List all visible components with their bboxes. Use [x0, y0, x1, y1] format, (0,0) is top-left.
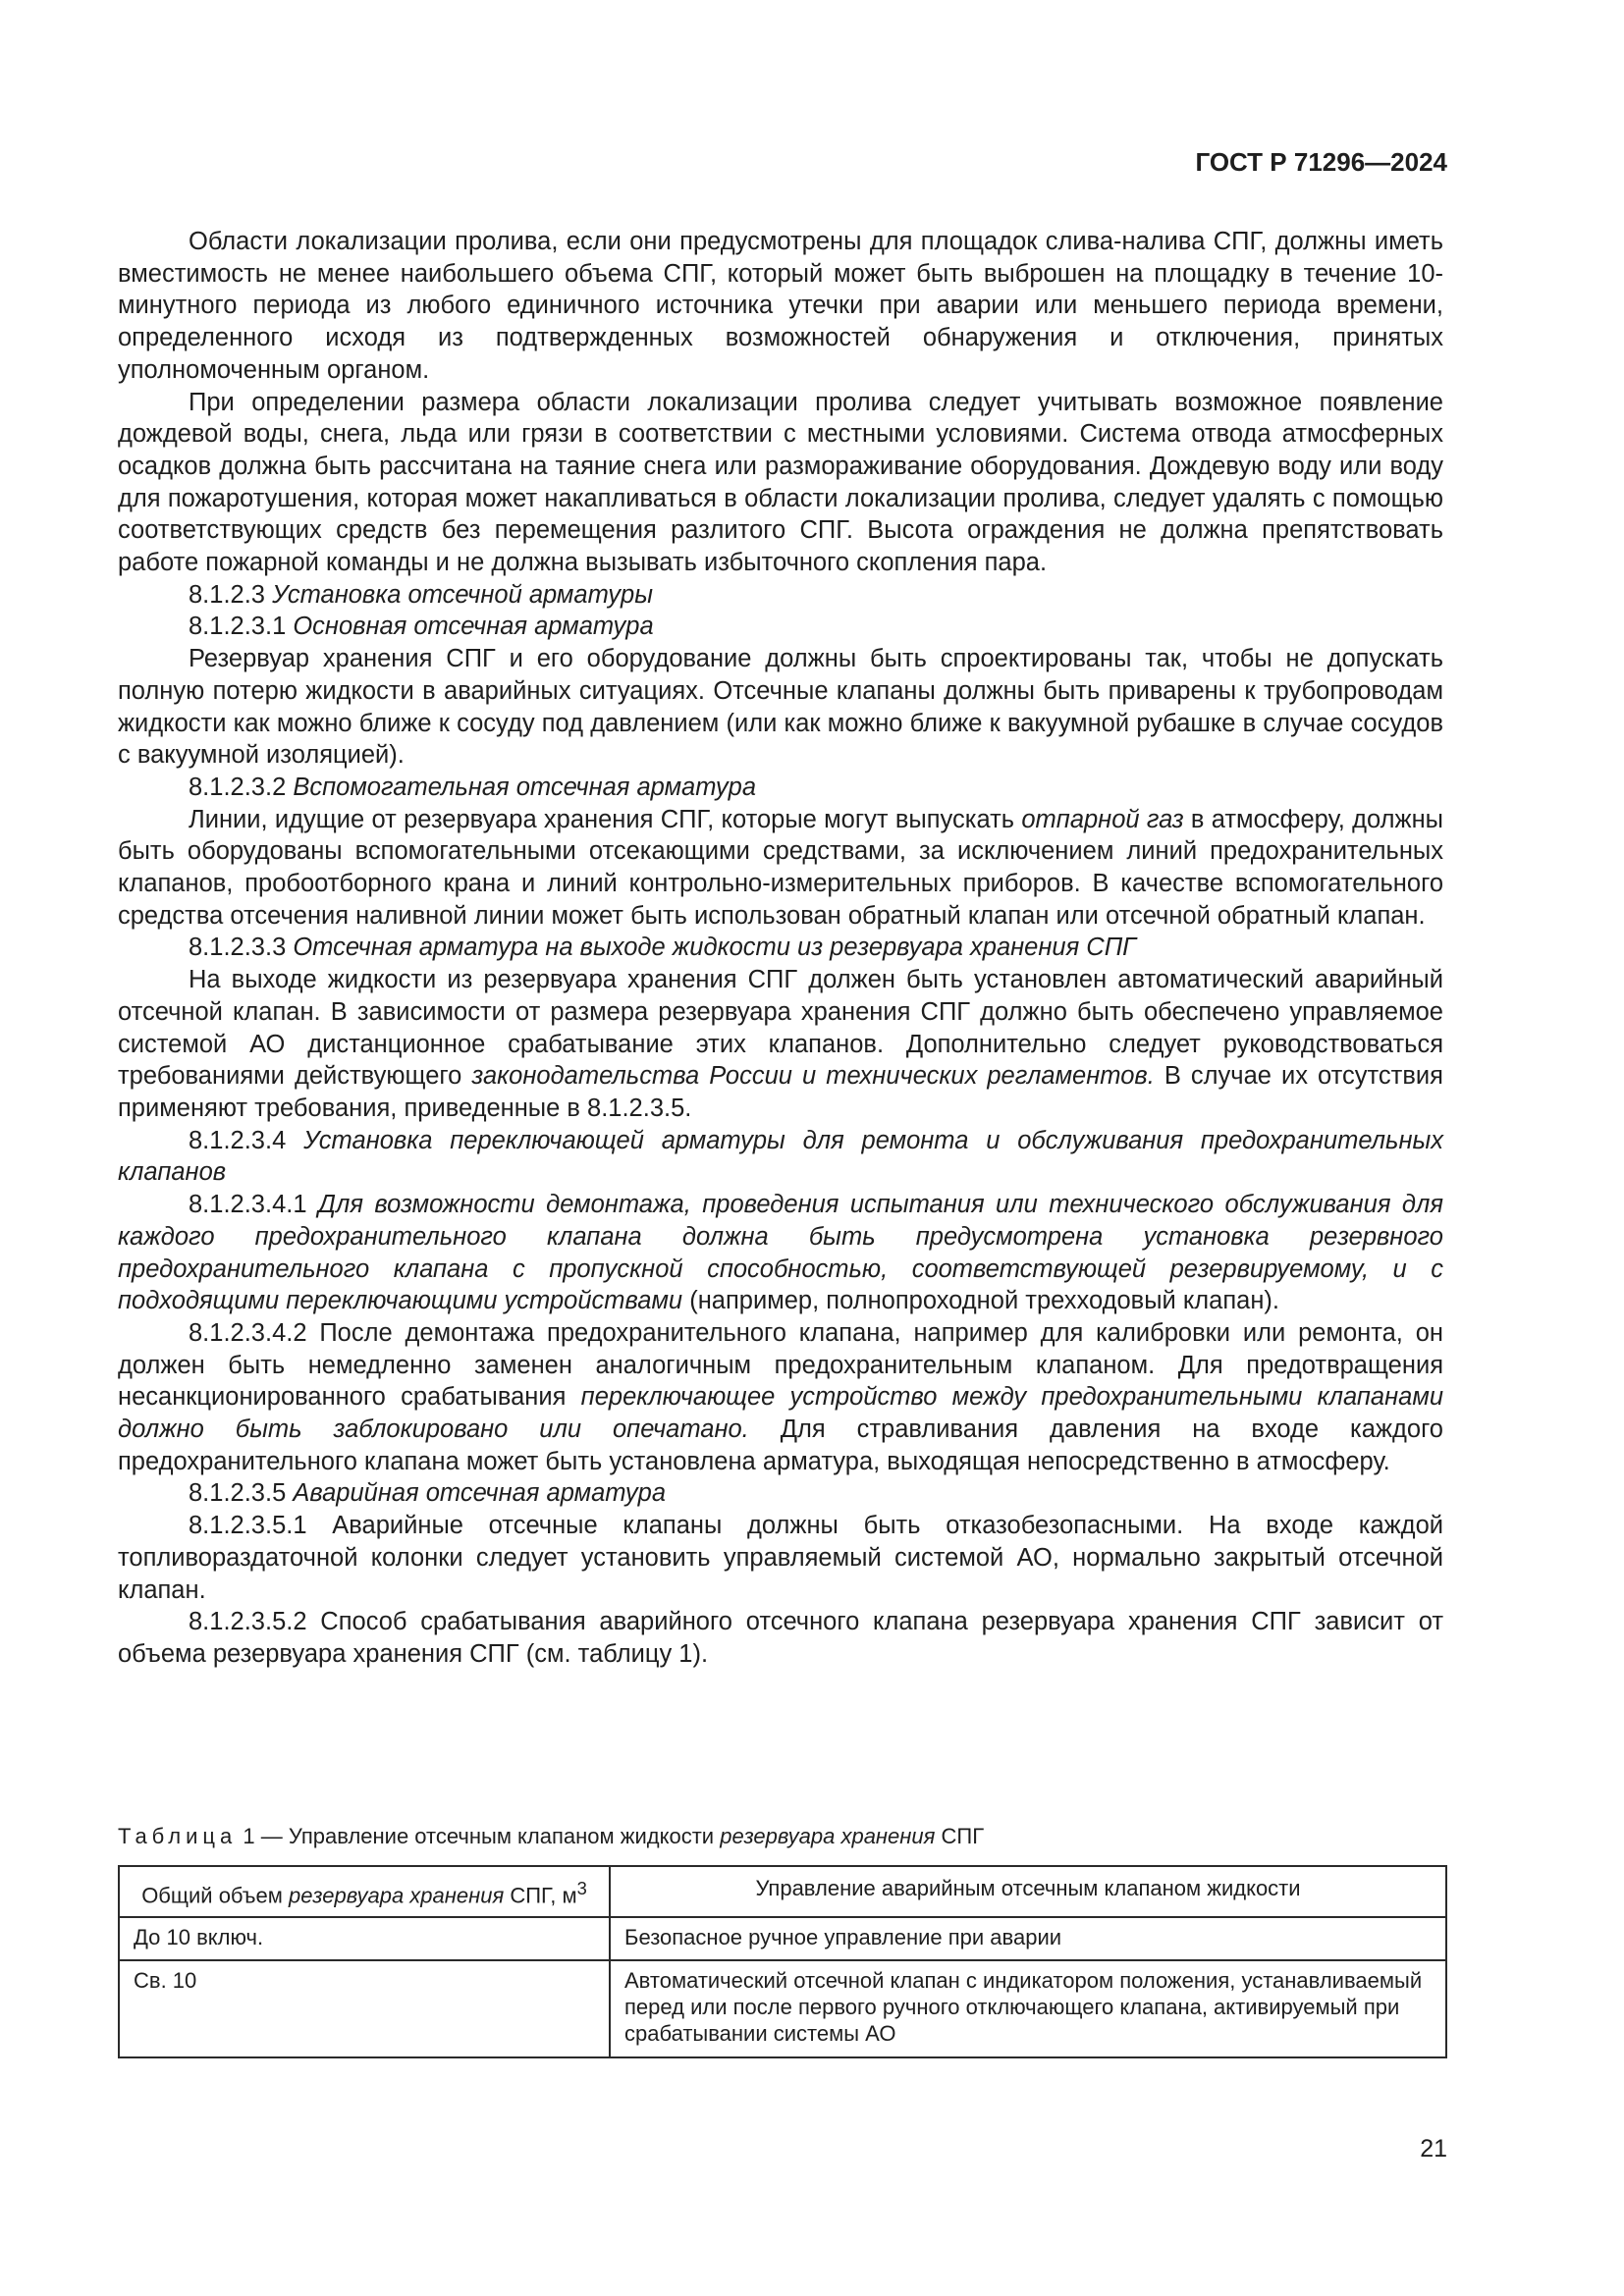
- text-run: 8.1.2.3.4.2 После демонтажа предохранительного клапана, например для калибровки или ремонта, он должен быть немедленно заменен аналогичным предохранительным клапаном. Для предотвращения несанкционированного срабатывания: [118, 1318, 1443, 1412]
- paragraph-8-1-2-3-5-2: 8.1.2.3.5.2 Способ срабатывания аварийного отсечного клапана резервуара хранения СПГ зависит от объема резервуара хранения СПГ (см. таблицу 1).: [118, 1608, 1443, 1668]
- shutoff-control-table: [118, 1865, 1447, 2058]
- body-text: [118, 226, 1443, 1671]
- clause-number: 8.1.2.3.4.1: [189, 1191, 307, 1219]
- heading-title: Вспомогательная отсечная арматура: [293, 773, 757, 801]
- caption-text: Управление отсечным клапаном жидкости: [288, 1824, 715, 1848]
- heading-number: 8.1.2.3.2: [189, 773, 287, 801]
- header-control: Управление аварийным отсечным клапаном жидкости: [610, 1866, 1446, 1917]
- heading-number: 8.1.2.3.3: [189, 934, 287, 962]
- heading-number: 8.1.2.3.4: [189, 1126, 287, 1154]
- page-number: 21: [1420, 2135, 1447, 2163]
- caption-italic: резервуара хранения: [720, 1824, 936, 1848]
- italic-run: отпарной газ: [1021, 805, 1184, 833]
- paragraph-8-1-2-3-5-1: 8.1.2.3.5.1 Аварийные отсечные клапаны должны быть отказобезопасными. На входе каждой топливораздаточной колонки следует установить управляемый системой АО, нормально закрытый отсечной клапан.: [118, 1512, 1443, 1604]
- paragraph-main-shutoff: Резервуар хранения СПГ и его оборудование должны быть спроектированы так, чтобы не допускать полную потерю жидкости в аварийных ситуациях. Отсечные клапаны должны быть приварены к трубопроводам жидкости как можно ближе к сосуду под давлением (или как можно ближе к вакуумной рубашке в случае сосудов с вакуумной изоляцией).: [118, 645, 1443, 770]
- text-run: Линии, идущие от резервуара хранения СПГ, которые могут выпускать: [189, 805, 1015, 833]
- table-row: [119, 1960, 1446, 2057]
- italic-run: переключающее устройство между предохранительными клапанами должно быть заблокировано или опечатано.: [118, 1383, 1443, 1444]
- heading-8-1-2-3-1: [118, 611, 1443, 643]
- heading-8-1-2-3: [118, 579, 1443, 612]
- heading-8-1-2-3-2: [118, 772, 1443, 804]
- heading-number: 8.1.2.3.5: [189, 1479, 287, 1508]
- caption-number: 1: [243, 1824, 255, 1848]
- text-run: в атмосферу, должны быть оборудованы вспомогательными отсекающими средствами, за исключением линий предохранительных клапанов, пробоотборного крана и линий контрольно-измерительных приборов. В качестве вспомогательного средства отсечения наливной линии может быть использован обратный клапан или отсечной обратный клапан.: [118, 805, 1443, 930]
- cell-control: Автоматический отсечной клапан с индикатором положения, устанавливаемый перед или после первого ручного отключающего клапана, активируемый при срабатывании системы АО: [610, 1960, 1446, 2057]
- caption-dash: —: [260, 1824, 283, 1848]
- heading-number: 8.1.2.3: [189, 580, 265, 609]
- text-run: Для стравливания давления на входе каждого предохранительного клапана может быть установлена арматура, выходящая непосредственно в атмосферу.: [118, 1415, 1443, 1475]
- heading-8-1-2-3-3: [118, 932, 1443, 964]
- paragraph-spill-capacity: Области локализации пролива, если они предусмотрены для площадок слива-налива СПГ, должны иметь вместимость не менее наибольшего объема СПГ, который может быть выброшен на площадку в течение 10-минутного периода из любого единичного источника утечки при аварии или меньшего периода времени, определенного исходя из подтвержденных возможностей обнаружения и отключения, принятых уполномоченным органом.: [118, 228, 1443, 384]
- header-italic: резервуара хранения: [289, 1883, 505, 1908]
- italic-run: Для возможности демонтажа, проведения испытания или технического обслуживания для каждого предохранительного клапана должна быть предусмотрена установка резервного предохранительного клапана с пропускной способностью, соответствующей резервируемому, и с подходящими переключающими устройствами: [118, 1191, 1444, 1315]
- cell-control: Безопасное ручное управление при аварии: [610, 1917, 1446, 1960]
- italic-run: законодательства России и технических регламентов.: [471, 1062, 1155, 1091]
- standard-number: ГОСТ Р 71296—2024: [1195, 147, 1447, 177]
- cell-volume: Св. 10: [119, 1960, 610, 2057]
- paragraph-auxiliary-shutoff: [118, 804, 1443, 933]
- header-text: Общий объем: [141, 1883, 283, 1908]
- heading-8-1-2-3-5: [118, 1477, 1443, 1510]
- table-row: [119, 1917, 1446, 1960]
- table-caption: [118, 1824, 984, 1849]
- heading-title: Отсечная арматура на выходе жидкости из резервуара хранения СПГ: [293, 934, 1137, 962]
- header-superscript: 3: [576, 1878, 587, 1898]
- paragraph-8-1-2-3-4-1: [118, 1189, 1443, 1317]
- heading-title: Установка отсечной арматуры: [272, 580, 653, 609]
- text-run: На выходе жидкости из резервуара хранения СПГ должен быть установлен автоматический аварийный отсечной клапан. В зависимости от размера резервуара хранения СПГ должно быть обеспечено управляемое системой АО дистанционное срабатывание этих клапанов. Дополнительно следует руководствоваться требованиями действующего: [118, 966, 1443, 1091]
- header-volume: [119, 1866, 610, 1917]
- text-run: (например, полнопроходной трехходовый клапан).: [689, 1287, 1280, 1315]
- text-run: В случае их отсутствия применяют требования, приведенные в 8.1.2.3.5.: [118, 1062, 1443, 1122]
- heading-title: Аварийная отсечная арматура: [293, 1479, 667, 1508]
- heading-number: 8.1.2.3.1: [189, 613, 287, 641]
- paragraph-8-1-2-3-4-2: [118, 1317, 1443, 1478]
- table-header-row: [119, 1866, 1446, 1917]
- cell-volume: До 10 включ.: [119, 1917, 610, 1960]
- paragraph-spill-sizing: При определении размера области локализации пролива следует учитывать возможное появление дождевой воды, снега, льда или грязи в соответствии с местными условиями. Система отвода атмосферных осадков должна быть рассчитана на таяние снега или размораживание оборудования. Дождевую воду или воду для пожаротушения, которая может накапливаться в области локализации пролива, следует удалять с помощью соответствующих средств без перемещения разлитого СПГ. Высота ограждения не должна препятствовать работе пожарной команды и не должна вызывать избыточного скопления пара.: [118, 388, 1443, 577]
- paragraph-outlet-shutoff: [118, 964, 1443, 1125]
- caption-word: Таблица: [118, 1824, 238, 1848]
- caption-end: СПГ: [941, 1824, 985, 1848]
- heading-8-1-2-3-4: [118, 1125, 1443, 1189]
- heading-title: Основная отсечная арматура: [293, 613, 654, 641]
- header-text: СПГ, м: [510, 1883, 577, 1908]
- heading-title: Установка переключающей арматуры для ремонта и обслуживания предохранительных клапанов: [118, 1126, 1443, 1187]
